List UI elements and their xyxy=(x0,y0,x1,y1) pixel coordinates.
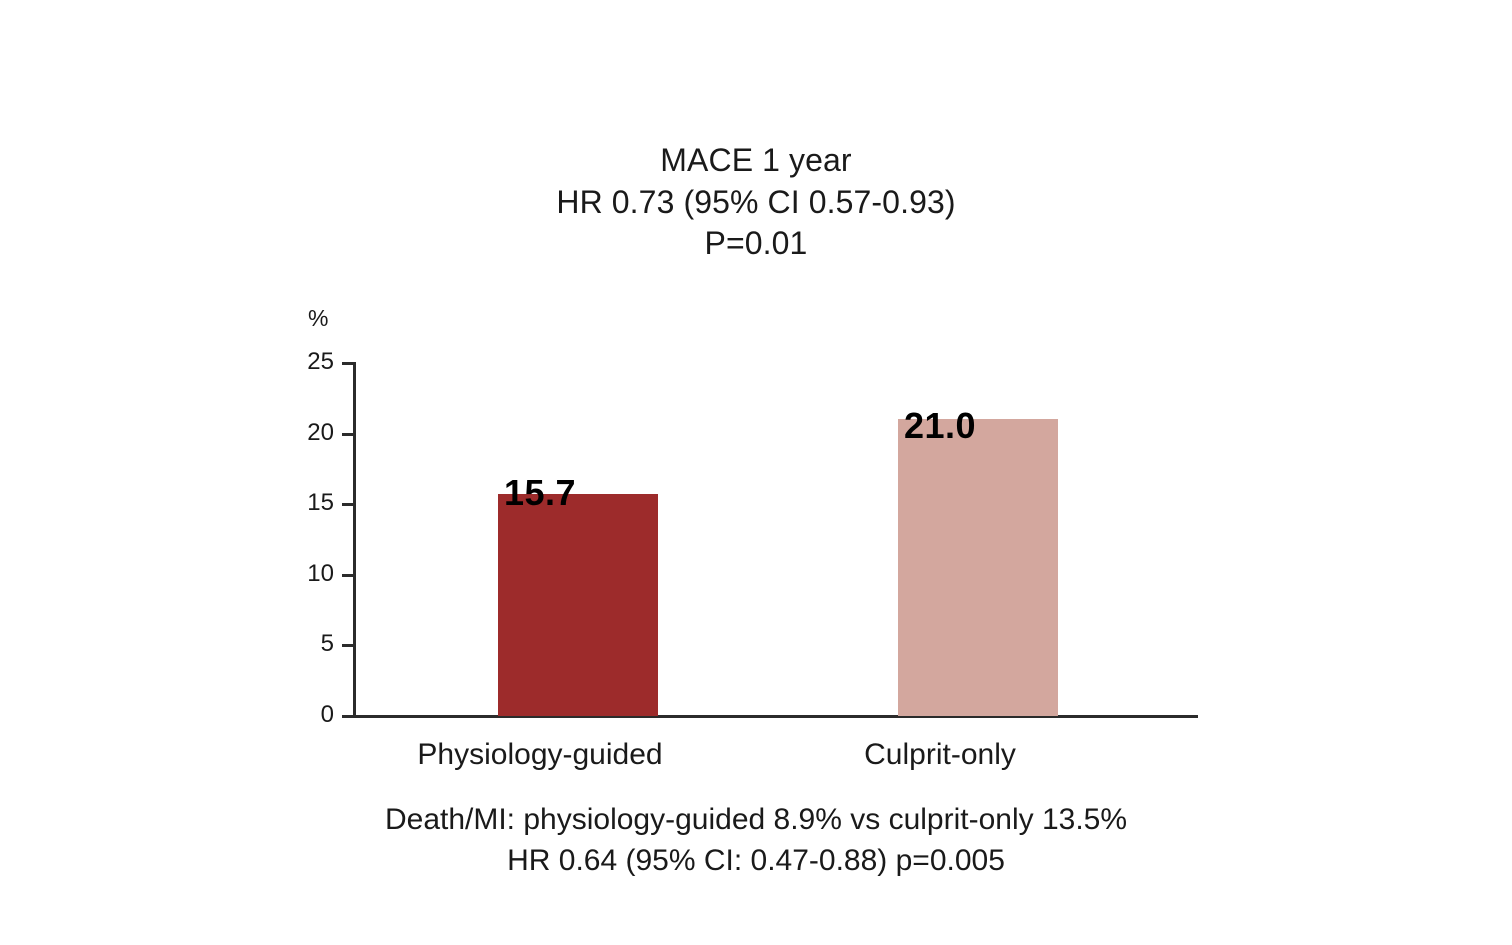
y-tick-label-25: 25 xyxy=(307,348,334,375)
y-tick-label-5: 5 xyxy=(320,630,334,658)
y-tick-25 xyxy=(307,348,354,375)
footnote-line-2: HR 0.64 (95% CI: 0.47-0.88) p=0.005 xyxy=(507,843,1005,877)
y-tick-label-20: 20 xyxy=(307,418,334,446)
y-tick-15 xyxy=(307,489,354,517)
bar-value-culprit-only: 21.0 xyxy=(903,405,977,446)
category-label-culprit-only: Culprit-only xyxy=(864,738,1016,771)
plot-area xyxy=(307,300,1198,771)
y-tick-0 xyxy=(320,701,354,728)
bar-culprit-only[interactable] xyxy=(898,419,1058,716)
chart-subtitle-hr: HR 0.73 (95% CI 0.57-0.93) xyxy=(556,183,956,220)
y-tick-label-0: 0 xyxy=(320,701,334,728)
y-axis-unit-label: % xyxy=(308,305,329,331)
bar-physiology-guided[interactable] xyxy=(498,494,658,716)
footnote-block xyxy=(0,800,1512,881)
bars-layer xyxy=(356,362,1198,716)
chart-subtitle-pvalue: P=0.01 xyxy=(704,225,808,262)
chart-title: MACE 1 year xyxy=(660,142,852,178)
y-tick-5 xyxy=(320,630,354,658)
footnote-line-1: Death/MI: physiology-guided 8.9% vs culprit-only 13.5% xyxy=(384,803,1128,836)
y-tick-label-15: 15 xyxy=(307,489,334,517)
y-tick-20 xyxy=(307,418,354,446)
y-tick-10 xyxy=(307,559,354,587)
chart-title-block xyxy=(0,140,1512,265)
y-tick-label-10: 10 xyxy=(307,559,334,587)
category-label-physiology-guided: Physiology-guided xyxy=(417,738,663,771)
bar-value-physiology-guided: 15.7 xyxy=(503,472,577,513)
